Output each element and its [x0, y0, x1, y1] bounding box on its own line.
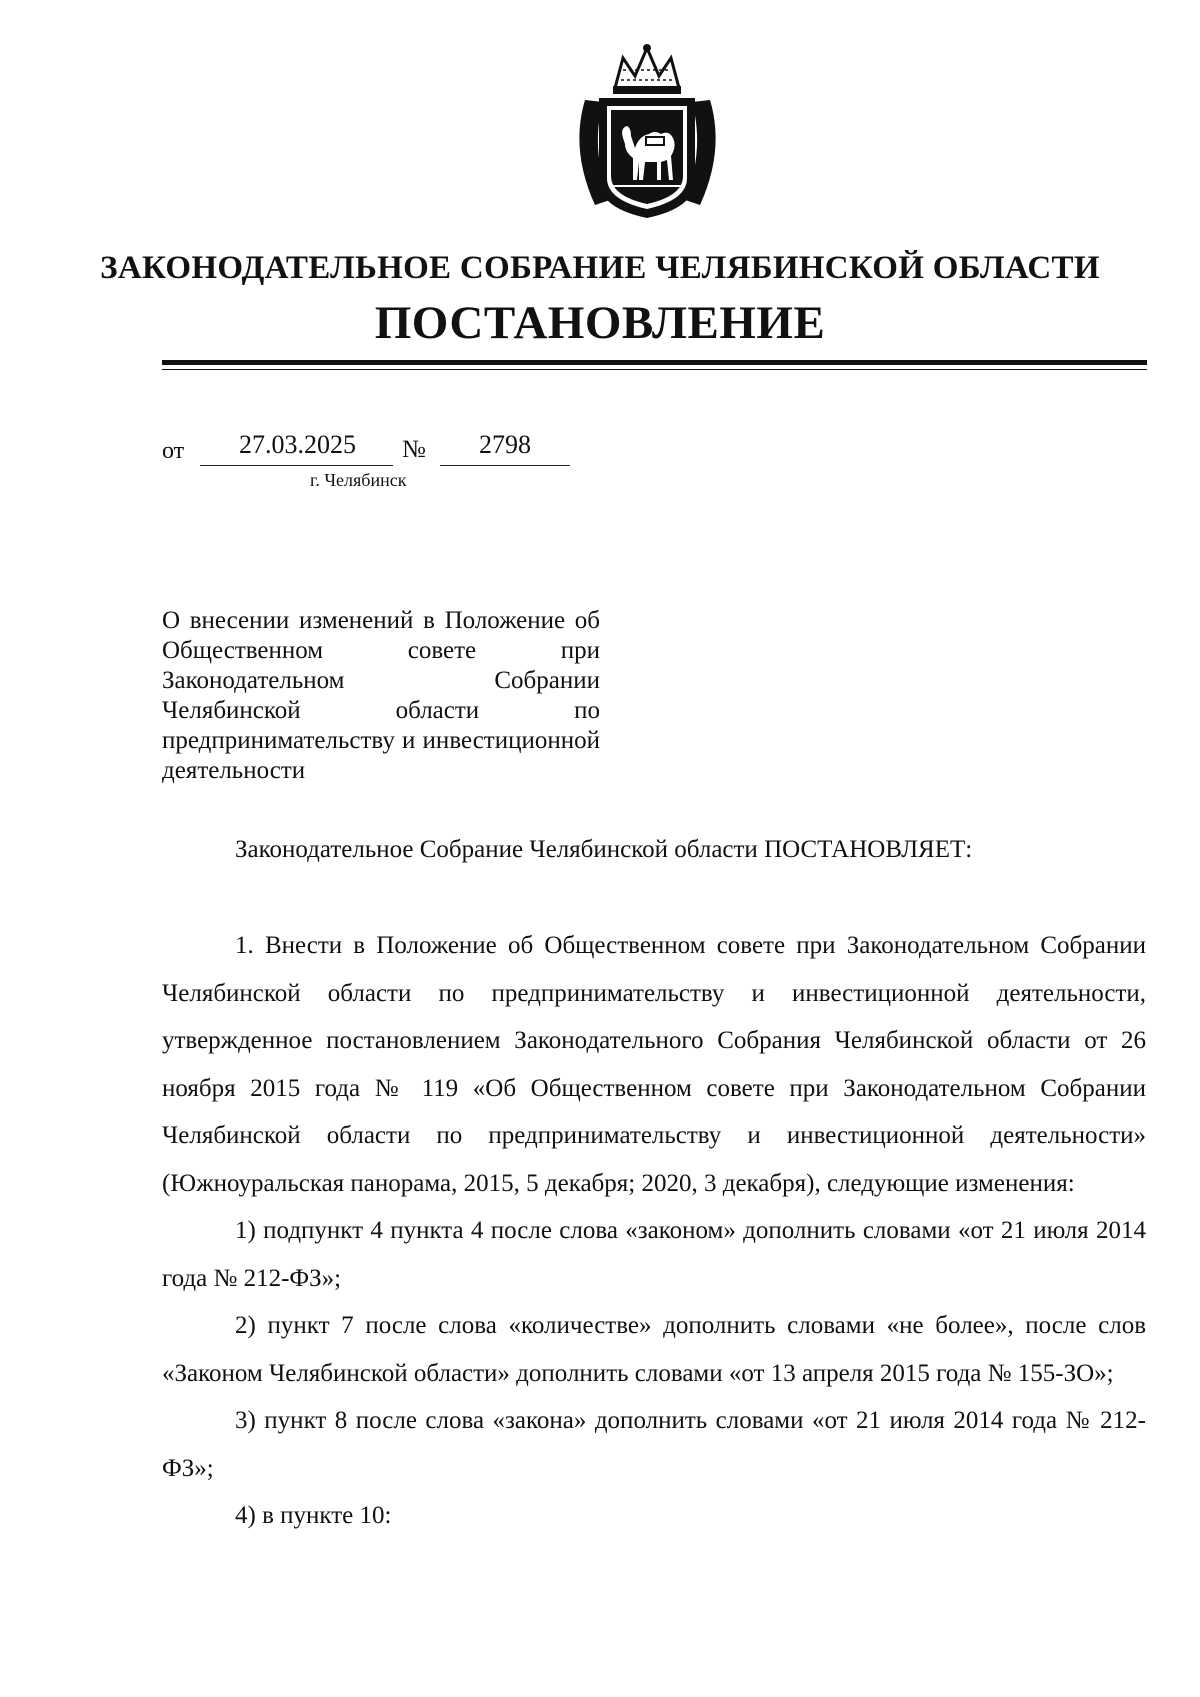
- coat-of-arms-emblem: [565, 40, 730, 225]
- date-label: от: [162, 438, 185, 464]
- document-number: 2798: [479, 430, 531, 459]
- number-label: №: [402, 436, 426, 463]
- paragraph-1: 1. Внести в Положение об Общественном совете при Законодательном Собрании Челябинской области по предпринимательству и инвестиционной деятельности, утвержденное постановлением Законодательного Собрания Челябинской области от 26 ноября 2015 года № 119 «Об Общественном совете при Законодательном Собрании Челябинской области по предпринимательству и инвестиционной деятельности» (Южноуральская панорама, 2015, 5 декабря; 2020, 3 декабря), следующие изменения:: [162, 932, 1146, 1197]
- subparagraph-2: 2) пункт 7 после слова «количестве» дополнить словами «не более», после слов «Законом Челябинской области» дополнить словами «от 13 апреля 2015 года № 155-ЗО»;: [162, 1312, 1146, 1387]
- document-date: 27.03.2025: [239, 430, 356, 459]
- number-underline: [440, 465, 570, 466]
- subparagraph-3: 3) пункт 8 после слова «закона» дополнить словами «от 21 июля 2014 года № 212-ФЗ»;: [162, 1407, 1146, 1482]
- document-body: [162, 922, 1146, 1540]
- city-label: г. Челябинск: [310, 470, 407, 490]
- document-subject: О внесении изменений в Положение об Общественном совете при Законодательном Собрании Челябинской области по предпринимательству и инвестиционной деятельности: [162, 607, 600, 784]
- header-rule-thin: [162, 369, 1147, 370]
- subparagraph-1: 1) подпункт 4 пункта 4 после слова «законом» дополнить словами «от 21 июля 2014 года № 212-ФЗ»;: [162, 1217, 1146, 1292]
- preamble: Законодательное Собрание Челябинской области ПОСТАНОВЛЯЕТ:: [235, 836, 973, 863]
- organization-title: ЗАКОНОДАТЕЛЬНОЕ СОБРАНИЕ ЧЕЛЯБИНСКОЙ ОБЛАСТИ: [100, 250, 1100, 286]
- document-type-heading: ПОСТАНОВЛЕНИЕ: [374, 297, 826, 349]
- subparagraph-4: 4) в пункте 10:: [235, 1502, 392, 1529]
- date-underline: [200, 465, 393, 466]
- header-rule-thick: [162, 360, 1147, 365]
